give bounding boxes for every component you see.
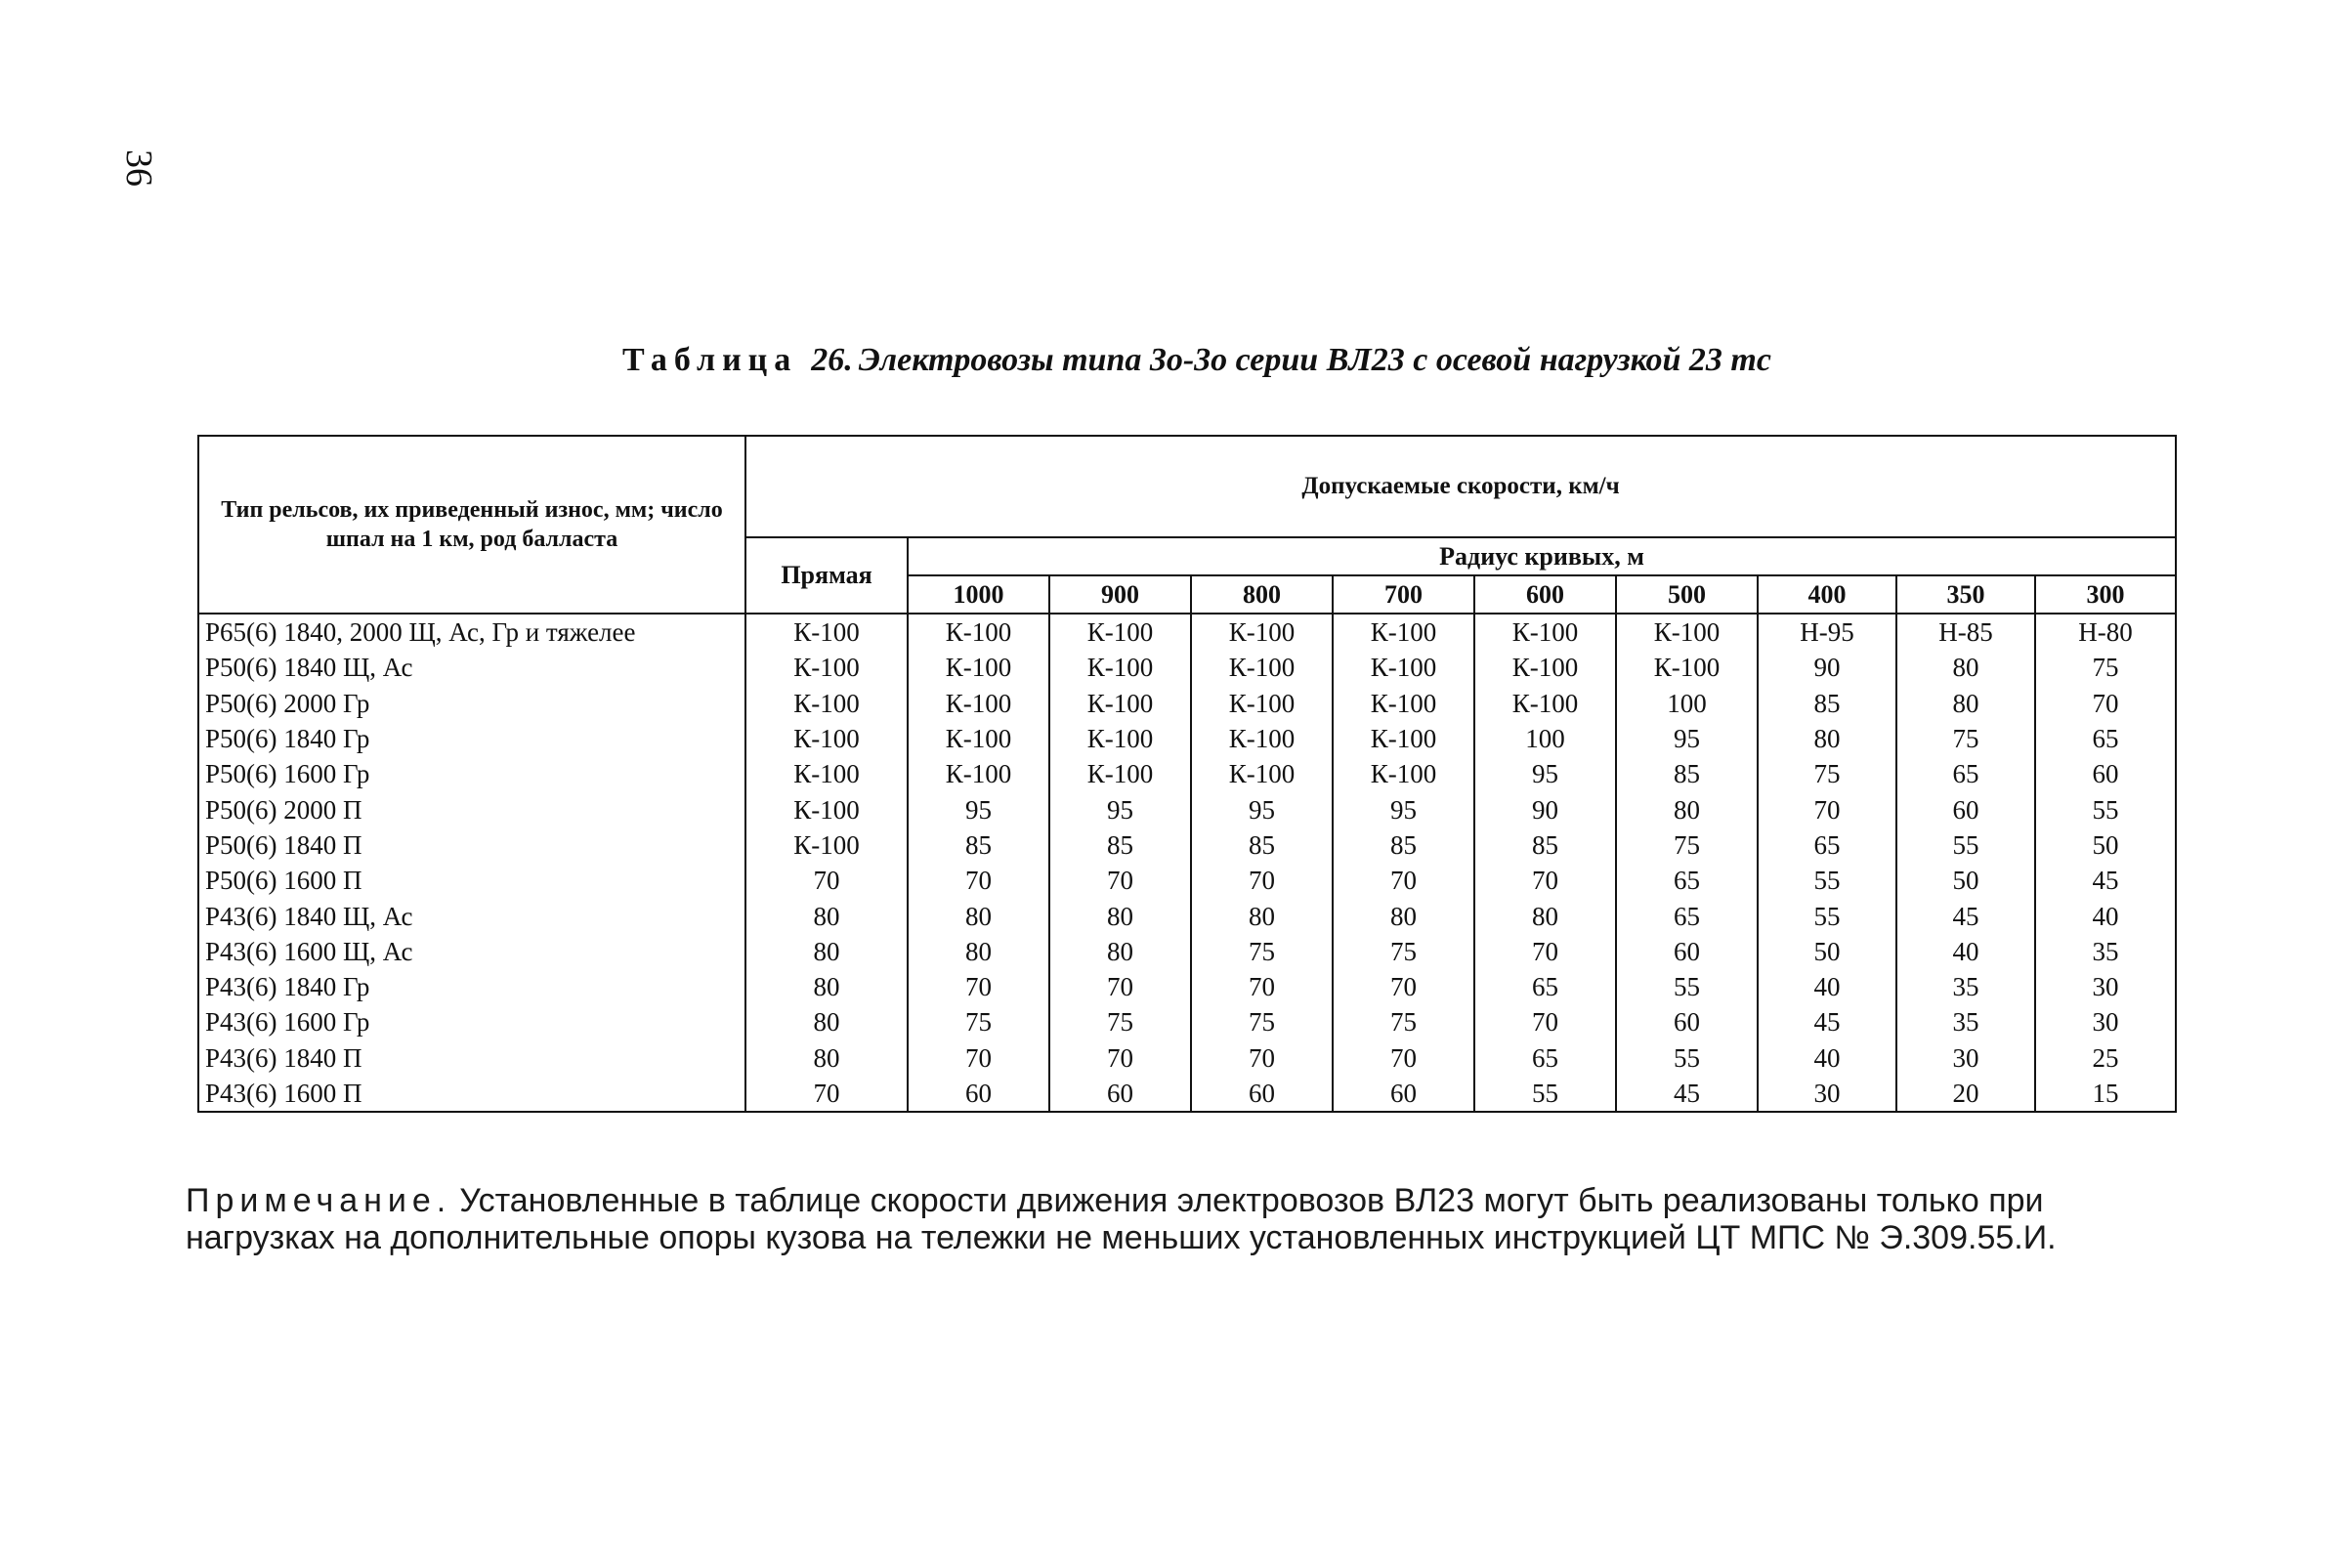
curve-speed-cell: 70 xyxy=(1191,1040,1333,1076)
curve-speed-cell: 55 xyxy=(1616,969,1758,1004)
curve-speed-cell: 60 xyxy=(1049,1076,1191,1112)
curve-speed-cell: 60 xyxy=(1616,1004,1758,1039)
curve-speed-cell: 80 xyxy=(1049,898,1191,933)
curve-speed-cell: 35 xyxy=(1896,969,2035,1004)
curve-speed-cell: 55 xyxy=(1896,827,2035,863)
straight-speed-cell: К-100 xyxy=(745,721,908,756)
curve-speed-cell: 75 xyxy=(908,1004,1049,1039)
curve-speed-cell: 95 xyxy=(1191,791,1333,826)
radius-column-header: 500 xyxy=(1616,575,1758,614)
curve-speed-cell: 55 xyxy=(1758,863,1896,898)
curve-speed-cell: 80 xyxy=(1896,686,2035,721)
curve-speed-cell: 70 xyxy=(1049,1040,1191,1076)
radius-column-header: 700 xyxy=(1333,575,1474,614)
rail-type-cell: Р50(6) 1840 Гр xyxy=(198,721,745,756)
curve-speed-cell: 40 xyxy=(1758,969,1896,1004)
table-row xyxy=(198,650,2176,685)
curve-speed-cell: 70 xyxy=(908,969,1049,1004)
curve-speed-cell: 50 xyxy=(1896,863,2035,898)
curve-speed-cell: К-100 xyxy=(1474,650,1616,685)
rail-type-cell: Р50(6) 1840 Щ, Ас xyxy=(198,650,745,685)
curve-speed-cell: 85 xyxy=(1616,756,1758,791)
radius-column-header: 300 xyxy=(2035,575,2176,614)
straight-speed-cell: 70 xyxy=(745,1076,908,1112)
curve-speed-cell: 75 xyxy=(2035,650,2176,685)
curve-speed-cell: 90 xyxy=(1758,650,1896,685)
straight-speed-cell: К-100 xyxy=(745,791,908,826)
curve-speed-cell: 80 xyxy=(1474,898,1616,933)
table-title-text: Электровозы типа 3о-3о серии ВЛ23 с осевой нагрузкой 23 тс xyxy=(858,342,1771,378)
curve-speed-cell: 35 xyxy=(1896,1004,2035,1039)
straight-speed-cell: 70 xyxy=(745,863,908,898)
curve-speed-cell: 60 xyxy=(1191,1076,1333,1112)
curve-speed-cell: 85 xyxy=(1758,686,1896,721)
curve-speed-cell: 55 xyxy=(1758,898,1896,933)
allowed-speeds-header: Допускаемые скорости, км/ч xyxy=(745,436,2176,537)
curve-speed-cell: К-100 xyxy=(1191,721,1333,756)
curve-speed-cell: 35 xyxy=(2035,934,2176,969)
curve-speed-cell: 80 xyxy=(908,898,1049,933)
curve-speed-cell: 85 xyxy=(1191,827,1333,863)
curve-speed-cell: 80 xyxy=(1191,898,1333,933)
rail-type-cell: Р43(6) 1600 Щ, Ас xyxy=(198,934,745,969)
radius-column-header: 400 xyxy=(1758,575,1896,614)
curve-speed-cell: К-100 xyxy=(908,721,1049,756)
curve-radius-header: Радиус кривых, м xyxy=(908,537,2176,575)
table-row xyxy=(198,756,2176,791)
curve-speed-cell: 15 xyxy=(2035,1076,2176,1112)
straight-speed-cell: К-100 xyxy=(745,827,908,863)
radius-column-header: 600 xyxy=(1474,575,1616,614)
curve-speed-cell: 50 xyxy=(1758,934,1896,969)
rail-type-cell: Р50(6) 1840 П xyxy=(198,827,745,863)
curve-speed-cell: 60 xyxy=(1333,1076,1474,1112)
table-row xyxy=(198,898,2176,933)
table-row xyxy=(198,827,2176,863)
curve-speed-cell: 40 xyxy=(1896,934,2035,969)
rail-type-cell: Р43(6) 1600 П xyxy=(198,1076,745,1112)
table-note xyxy=(186,1182,2198,1256)
straight-speed-cell: К-100 xyxy=(745,686,908,721)
curve-speed-cell: 95 xyxy=(1616,721,1758,756)
curve-speed-cell: 85 xyxy=(1474,827,1616,863)
curve-speed-cell: 75 xyxy=(1333,934,1474,969)
curve-speed-cell: 75 xyxy=(1191,934,1333,969)
curve-speed-cell: К-100 xyxy=(908,686,1049,721)
curve-speed-cell: К-100 xyxy=(908,614,1049,650)
curve-speed-cell: 55 xyxy=(2035,791,2176,826)
curve-speed-cell: Н-85 xyxy=(1896,614,2035,650)
curve-speed-cell: 75 xyxy=(1896,721,2035,756)
curve-speed-cell: К-100 xyxy=(1474,686,1616,721)
table-row xyxy=(198,686,2176,721)
curve-speed-cell: 30 xyxy=(2035,969,2176,1004)
curve-speed-cell: 70 xyxy=(1474,1004,1616,1039)
curve-speed-cell: 30 xyxy=(1758,1076,1896,1112)
table-title-prefix: Таблица xyxy=(622,342,798,378)
table-title xyxy=(195,338,2198,383)
curve-speed-cell: 45 xyxy=(1896,898,2035,933)
curve-speed-cell: 80 xyxy=(1049,934,1191,969)
curve-speed-cell: 75 xyxy=(1049,1004,1191,1039)
curve-speed-cell: 60 xyxy=(1616,934,1758,969)
table-header xyxy=(198,436,2176,614)
curve-speed-cell: К-100 xyxy=(1049,614,1191,650)
curve-speed-cell: 70 xyxy=(2035,686,2176,721)
curve-speed-cell: Н-80 xyxy=(2035,614,2176,650)
curve-speed-cell: 95 xyxy=(908,791,1049,826)
curve-speed-cell: К-100 xyxy=(1049,686,1191,721)
curve-speed-cell: К-100 xyxy=(1333,686,1474,721)
curve-speed-cell: К-100 xyxy=(1616,614,1758,650)
note-label: Примечание. xyxy=(186,1182,452,1219)
table-title-number: 26. xyxy=(811,342,853,378)
curve-speed-cell: 70 xyxy=(908,863,1049,898)
straight-speed-cell: 80 xyxy=(745,1040,908,1076)
straight-speed-cell: К-100 xyxy=(745,756,908,791)
rail-type-cell: Р43(6) 1600 Гр xyxy=(198,1004,745,1039)
curve-speed-cell: 60 xyxy=(2035,756,2176,791)
curve-speed-cell: 80 xyxy=(1616,791,1758,826)
straight-speed-cell: 80 xyxy=(745,898,908,933)
table-row xyxy=(198,863,2176,898)
curve-speed-cell: 95 xyxy=(1049,791,1191,826)
curve-speed-cell: 70 xyxy=(1333,969,1474,1004)
speed-table xyxy=(197,435,2177,1113)
curve-speed-cell: 45 xyxy=(1616,1076,1758,1112)
curve-speed-cell: 70 xyxy=(1333,863,1474,898)
curve-speed-cell: К-100 xyxy=(1191,650,1333,685)
curve-speed-cell: 70 xyxy=(1758,791,1896,826)
curve-speed-cell: 50 xyxy=(2035,827,2176,863)
radius-column-header: 350 xyxy=(1896,575,2035,614)
curve-speed-cell: К-100 xyxy=(1333,650,1474,685)
curve-speed-cell: 95 xyxy=(1474,756,1616,791)
curve-speed-cell: К-100 xyxy=(908,756,1049,791)
rail-type-cell: Р65(6) 1840, 2000 Щ, Ас, Гр и тяжелее xyxy=(198,614,745,650)
curve-speed-cell: 40 xyxy=(2035,898,2176,933)
curve-speed-cell: 75 xyxy=(1191,1004,1333,1039)
table-body xyxy=(198,614,2176,1112)
curve-speed-cell: 65 xyxy=(1474,969,1616,1004)
curve-speed-cell: К-100 xyxy=(1049,756,1191,791)
rail-type-cell: Р43(6) 1840 Гр xyxy=(198,969,745,1004)
curve-speed-cell: 85 xyxy=(1049,827,1191,863)
rail-type-cell: Р50(6) 1600 П xyxy=(198,863,745,898)
curve-speed-cell: 70 xyxy=(1474,934,1616,969)
curve-speed-cell: 90 xyxy=(1474,791,1616,826)
table-row xyxy=(198,1076,2176,1112)
curve-speed-cell: К-100 xyxy=(1474,614,1616,650)
table-row xyxy=(198,791,2176,826)
straight-speed-cell: 80 xyxy=(745,969,908,1004)
curve-speed-cell: 60 xyxy=(908,1076,1049,1112)
curve-speed-cell: 55 xyxy=(1616,1040,1758,1076)
rail-type-cell: Р50(6) 2000 Гр xyxy=(198,686,745,721)
curve-speed-cell: 75 xyxy=(1758,756,1896,791)
curve-speed-cell: К-100 xyxy=(1191,686,1333,721)
curve-speed-cell: К-100 xyxy=(1333,721,1474,756)
curve-speed-cell: К-100 xyxy=(1333,756,1474,791)
curve-speed-cell: 40 xyxy=(1758,1040,1896,1076)
straight-speed-cell: К-100 xyxy=(745,614,908,650)
curve-speed-cell: 70 xyxy=(908,1040,1049,1076)
table-row xyxy=(198,1040,2176,1076)
curve-speed-cell: К-100 xyxy=(1333,614,1474,650)
curve-speed-cell: 65 xyxy=(1474,1040,1616,1076)
radius-column-header: 1000 xyxy=(908,575,1049,614)
rail-type-header: Тип рельсов, их приведенный износ, мм; число шпал на 1 км, род балласта xyxy=(198,436,745,614)
curve-speed-cell: К-100 xyxy=(1191,756,1333,791)
table-row xyxy=(198,969,2176,1004)
curve-speed-cell: 30 xyxy=(1896,1040,2035,1076)
curve-speed-cell: 60 xyxy=(1896,791,2035,826)
straight-header: Прямая xyxy=(745,537,908,614)
table-row xyxy=(198,721,2176,756)
page-number: 36 xyxy=(118,149,159,187)
curve-speed-cell: 65 xyxy=(1616,898,1758,933)
curve-speed-cell: 95 xyxy=(1333,791,1474,826)
curve-speed-cell: 70 xyxy=(1049,863,1191,898)
curve-speed-cell: К-100 xyxy=(1616,650,1758,685)
curve-speed-cell: 45 xyxy=(1758,1004,1896,1039)
curve-speed-cell: 85 xyxy=(1333,827,1474,863)
table-row xyxy=(198,934,2176,969)
curve-speed-cell: 65 xyxy=(1758,827,1896,863)
curve-speed-cell: 20 xyxy=(1896,1076,2035,1112)
curve-speed-cell: 65 xyxy=(1896,756,2035,791)
table-row xyxy=(198,614,2176,650)
curve-speed-cell: 55 xyxy=(1474,1076,1616,1112)
rail-type-cell: Р43(6) 1840 П xyxy=(198,1040,745,1076)
curve-speed-cell: 100 xyxy=(1616,686,1758,721)
curve-speed-cell: 75 xyxy=(1616,827,1758,863)
curve-speed-cell: Н-95 xyxy=(1758,614,1896,650)
curve-speed-cell: 80 xyxy=(1333,898,1474,933)
straight-speed-cell: 80 xyxy=(745,934,908,969)
curve-speed-cell: 65 xyxy=(2035,721,2176,756)
curve-speed-cell: 30 xyxy=(2035,1004,2176,1039)
rail-type-cell: Р43(6) 1840 Щ, Ас xyxy=(198,898,745,933)
curve-speed-cell: 70 xyxy=(1191,969,1333,1004)
curve-speed-cell: 80 xyxy=(1896,650,2035,685)
curve-speed-cell: 70 xyxy=(1191,863,1333,898)
curve-speed-cell: 80 xyxy=(1758,721,1896,756)
curve-speed-cell: 25 xyxy=(2035,1040,2176,1076)
curve-speed-cell: 100 xyxy=(1474,721,1616,756)
curve-speed-cell: К-100 xyxy=(908,650,1049,685)
table-row xyxy=(198,1004,2176,1039)
curve-speed-cell: 45 xyxy=(2035,863,2176,898)
curve-speed-cell: К-100 xyxy=(1049,721,1191,756)
curve-speed-cell: 65 xyxy=(1616,863,1758,898)
curve-speed-cell: 80 xyxy=(908,934,1049,969)
straight-speed-cell: К-100 xyxy=(745,650,908,685)
curve-speed-cell: К-100 xyxy=(1049,650,1191,685)
curve-speed-cell: 70 xyxy=(1474,863,1616,898)
rail-type-cell: Р50(6) 2000 П xyxy=(198,791,745,826)
curve-speed-cell: К-100 xyxy=(1191,614,1333,650)
curve-speed-cell: 75 xyxy=(1333,1004,1474,1039)
radius-column-header: 900 xyxy=(1049,575,1191,614)
straight-speed-cell: 80 xyxy=(745,1004,908,1039)
note-text: Установленные в таблице скорости движения электровозов ВЛ23 могут быть реализованы только при нагрузках на дополнительные опоры кузова на тележки не меньших установленных инструкцией ЦТ МПС № Э.309.55.И. xyxy=(186,1182,2057,1256)
curve-speed-cell: 70 xyxy=(1049,969,1191,1004)
rail-type-cell: Р50(6) 1600 Гр xyxy=(198,756,745,791)
radius-column-header: 800 xyxy=(1191,575,1333,614)
curve-speed-cell: 85 xyxy=(908,827,1049,863)
curve-speed-cell: 70 xyxy=(1333,1040,1474,1076)
